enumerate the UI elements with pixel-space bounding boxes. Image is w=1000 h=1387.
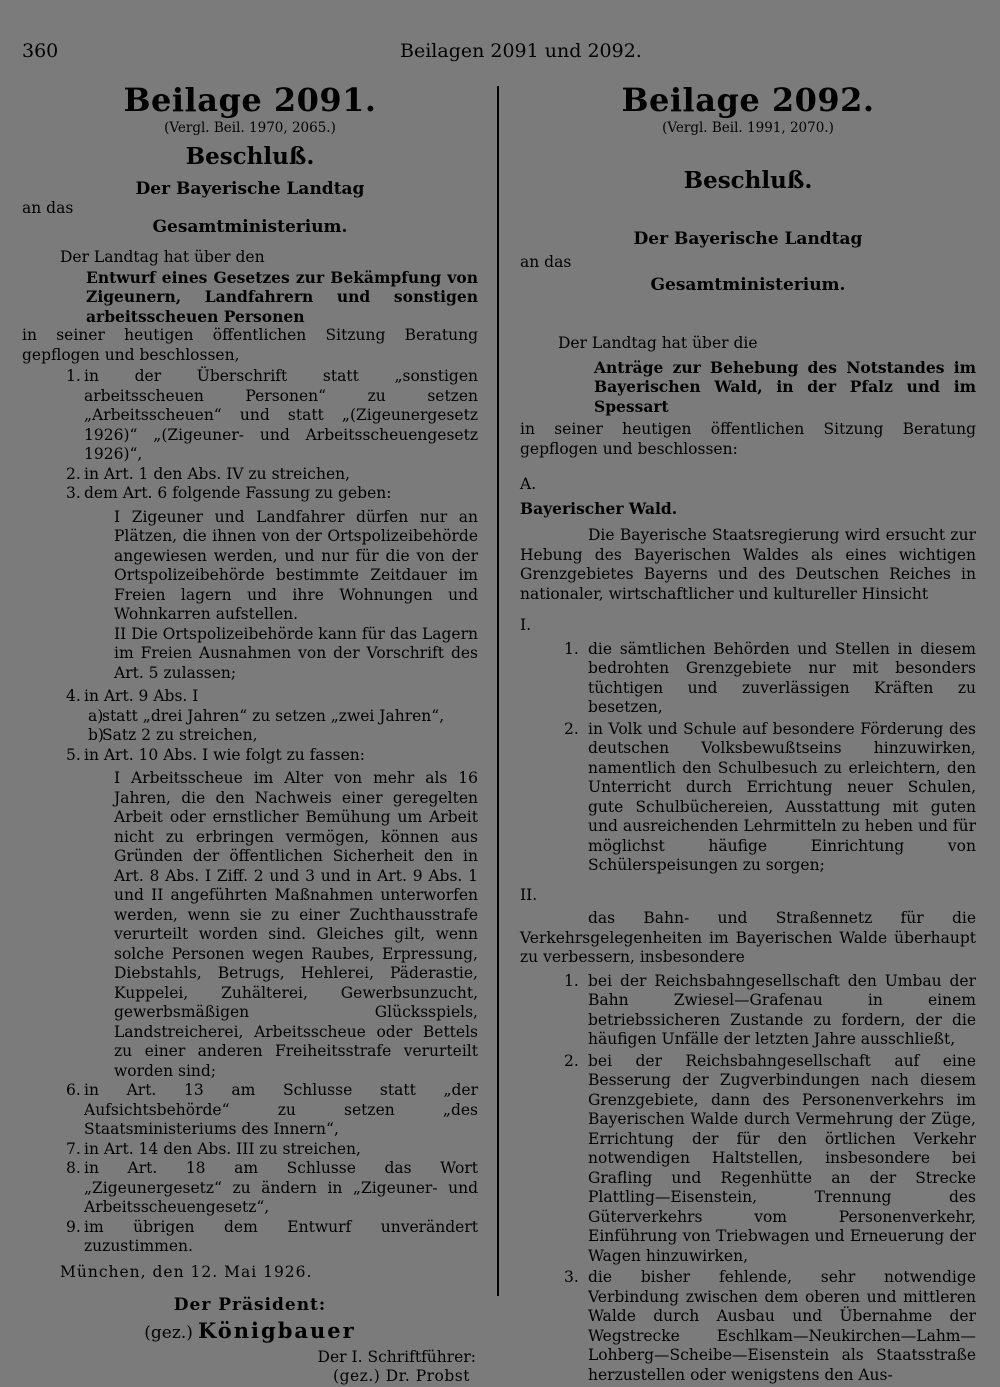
sub-item: b) Satz 2 zu streichen,: [88, 726, 258, 744]
amendment-item: 6. in Art. 13 am Schlusse statt „der Aufsichtsbehörde“ zu setzen „des Staatsministeriums des Innern“,: [66, 1081, 478, 1138]
intro-continuation: in seiner heutigen öffentlichen Sitzung Beratung gepflogen und beschlossen:: [520, 420, 976, 458]
quoted-article-6-para-1: I Zigeuner und Landfahrer dürfen nur an Plätzen, die ihnen von der Ortspolizeibehörde angewiesen werden, und nur für die von der Ortspolizeibehörde bestimmte Zeitdauer im Freien lagern und ihre Wohnungen und Wohnkarren aufstellen.: [114, 507, 478, 623]
list-item: 1. die sämtlichen Behörden und Stellen in diesem bedrohten Grenzgebiete nur mit besonders tüchtigen und zuverlässigen Kräften zu besetzen,: [564, 639, 976, 716]
amendment-item: 7. in Art. 14 den Abs. III zu streichen,: [66, 1139, 361, 1158]
section-ii-intro: das Bahn- und Straßennetz für die Verkehrsgelegenheiten im Bayerischen Walde überhaupt zu verbessern, insbesondere: [520, 909, 976, 966]
section-i-label: I.: [520, 616, 532, 634]
page-number: 360: [22, 40, 59, 62]
addressee-line-1: Der Bayerische Landtag: [633, 229, 863, 249]
amendment-item: 2. in Art. 1 den Abs. IV zu streichen,: [66, 464, 351, 483]
section-a-title: Bayerischer Wald.: [520, 498, 678, 518]
section-a-label: A.: [520, 475, 537, 493]
intro-text: Der Landtag hat über die: [558, 334, 758, 352]
column-divider: [497, 86, 499, 1296]
right-column: [520, 80, 976, 1387]
list-item: 2. in Volk und Schule auf besondere Förderung des deutschen Volksbewußtseins hinzuwirken, namentlich den Schulbesuch zu erleichtern, den Unterricht durch Errichtung neuer Schulen, gute Schulbüchereien, Ausstattung mit guten und ausreichenden Lehrmitteln zu heben und für möglichst häufige Einrichtung von Schülerspeisungen zu sorgen;: [564, 719, 976, 874]
quoted-article-6-para-2: II Die Ortspolizeibehörde kann für das Lagern im Freien Ausnahmen von der Vorschrift des Art. 5 zulassen;: [114, 624, 478, 682]
reference-note: (Vergl. Beil. 1970, 2065.): [164, 120, 336, 136]
list-item: 2. bei der Reichsbahngesellschaft auf eine Besserung der Zugverbindungen nach diesem Grenzgebiete, dann des Personenverkehrs im Bayerischen Walde durch Vermehrung der Züge, Errichtung der für den örtlichen Verkehr notwendigen Haltstellen, insbesondere bei Grafling und Regenhütte an der Strecke Plattling—Eisenstein, Trennung des Güterverkehrs vom Personenverkehr, Einführung von Triebwagen und Erneuerung der Wagen hinzuwirken,: [564, 1051, 976, 1265]
intro-text: Der Landtag hat über den: [60, 248, 265, 266]
quoted-article-10: I Arbeitsscheue im Alter von mehr als 16 Jahren, die den Nachweis einer geregelten Arbeit oder ernstlicher Bemühung um Arbeit nicht zu erbringen vermögen, können aus Gründen der öffentlichen Sicherheit den in Art. 8 Abs. I Ziff. 2 und 3 und in Art. 9 Abs. 1 und II angeführten Maßnahmen unterworfen werden, wenn sie zu einer Zuchthausstrafe verurteilt worden sind. Gleiches gilt, wenn solche Personen wegen Raubes, Erpressung, Diebstahls, Betrugs, Hehlerei, Päderastie, Kuppelei, Zuhälterei, Gewerbsunzucht, gewerbsmäßigen Glücksspiels, Landstreicherei, Arbeitsscheue oder Bettels zu einer anderen Freiheitsstrafe verurteilt worden sind;: [114, 769, 478, 1080]
secretary-label: Der I. Schriftführer:: [317, 1347, 476, 1366]
subject-text: Anträge zur Behebung des Notstandes im Bayerischen Wald, in der Pfalz und im Spessart: [594, 357, 976, 416]
amendment-item: 8. in Art. 18 am Schlusse das Wort „Zigeunergesetz“ zu ändern in „Zigeuner- und Arbeitsscheuengesetz“,: [66, 1159, 478, 1216]
intro-continuation: in seiner heutigen öffentlichen Sitzung Beratung gepflogen und beschlossen,: [22, 326, 478, 364]
addressee-line-2: an das: [22, 199, 74, 217]
beschluss-heading: Beschluß.: [683, 167, 813, 194]
date-line: München, den 12. Mai 1926.: [60, 1262, 313, 1281]
reference-note: (Vergl. Beil. 1991, 2070.): [662, 120, 834, 136]
left-column: [22, 80, 478, 1387]
president-label: Der Präsident:: [173, 1295, 327, 1315]
beilage-title: Beilage 2092.: [621, 81, 875, 119]
addressee-line-2: an das: [520, 253, 572, 271]
president-signature: (gez.) Königbauer: [144, 1318, 356, 1343]
subject-text: Entwurf eines Gesetzes zur Bekämpfung von Zigeunern, Landfahrern und sonstigen arbeitsscheuen Personen: [86, 267, 478, 326]
section-ii-label: II.: [520, 885, 538, 904]
addressee-line-1: Der Bayerische Landtag: [135, 179, 365, 199]
addressee-line-3: Gesamtministerium.: [650, 275, 846, 295]
amendment-item: 1. in der Überschrift statt „sonstigen arbeitsscheuen Personen“ zu setzen „Arbeitsscheuen“ und statt „(Zigeunergesetz 1926)“ „(Zigeuner- und Arbeitsscheuengesetz 1926)“,: [66, 367, 478, 463]
secretary-signature: (gez.) Dr. Probst: [333, 1367, 470, 1385]
running-title: Beilagen 2091 und 2092.: [400, 40, 642, 62]
amendment-item: 4. in Art. 9 Abs. I: [66, 687, 199, 705]
beschluss-heading: Beschluß.: [185, 143, 315, 170]
amendment-item: 9. im übrigen dem Entwurf unverändert zuzustimmen.: [66, 1217, 478, 1255]
beilage-title: Beilage 2091.: [123, 81, 377, 119]
amendment-item: 5. in Art. 10 Abs. I wie folgt zu fassen:: [66, 745, 365, 764]
amendment-item: 3. dem Art. 6 folgende Fassung zu geben:: [66, 484, 392, 502]
section-a-intro: Die Bayerische Staatsregierung wird ersucht zur Hebung des Bayerischen Waldes als eines wichtigen Grenzgebietes Bayerns und des Deutschen Reiches in nationaler, wirtschaftlicher und kultureller Hinsicht: [520, 526, 976, 603]
list-item: 3. die bisher fehlende, sehr notwendige Verbindung zwischen dem oberen und mittleren Walde durch Ausbau und Übernahme der Wegstrecke Eschlkam—Neukirchen—Lahm—Lohberg—Scheibe—Eisenstein als Staatsstraße herzustellen oder wenigstens den Aus-: [564, 1268, 976, 1384]
addressee-line-3: Gesamtministerium.: [152, 217, 348, 237]
list-item: 1. bei der Reichsbahngesellschaft den Umbau der Bahn Zwiesel—Grafenau in einem betriebssicheren Zustande zu fordern, der die häufigen Unfälle der letzten Jahre ausschließt,: [564, 971, 976, 1048]
sub-item: a) statt „drei Jahren“ zu setzen „zwei Jahren“,: [88, 706, 445, 725]
